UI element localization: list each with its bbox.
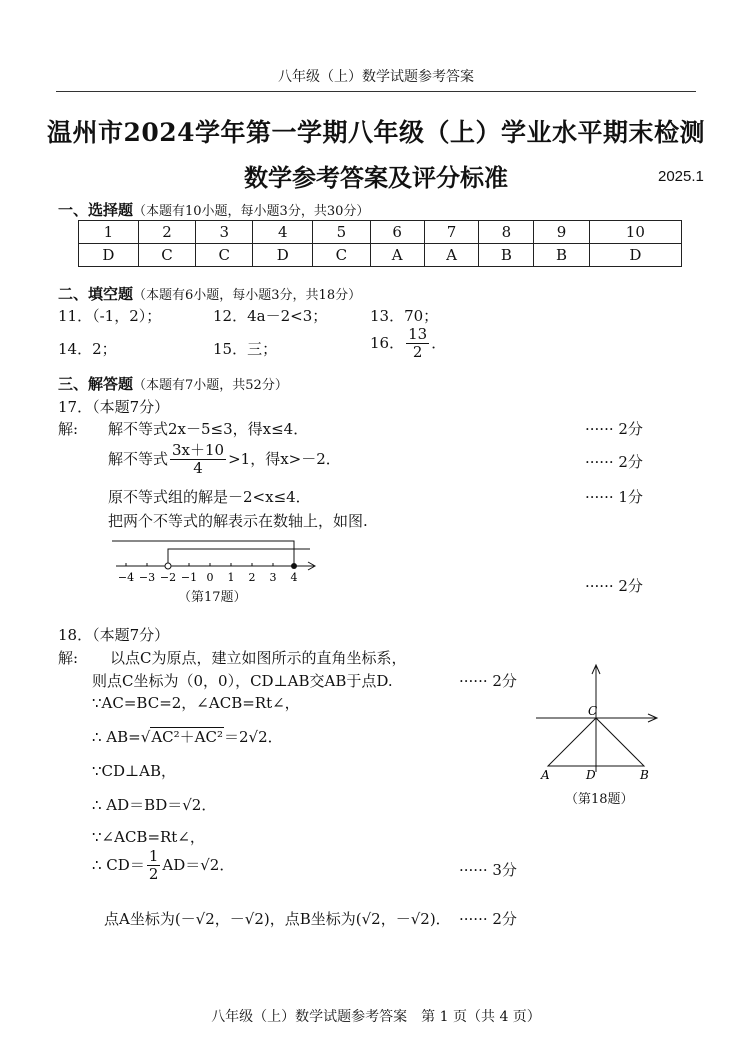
page-subtitle: 数学参考答案及评分标准 [244, 163, 508, 192]
axis-tick-label: 2 [248, 571, 256, 584]
q17-step3: 原不等式组的解是－2<x≤4． [108, 488, 311, 506]
sqrt-sign: √ [140, 728, 151, 746]
page-footer: 八年级（上）数学试题参考答案 第 1 页（共 4 页） [211, 1009, 541, 1025]
q18-line7: ∵∠ACB=Rt∠， [92, 828, 205, 846]
section1-heading: 一、选择题 [58, 202, 134, 219]
section2-note: （本题有6小题，每小题3分，共18分） [133, 288, 362, 303]
q17-step2-fraction [170, 442, 226, 478]
answer-11-num: 11． [58, 307, 93, 325]
triangle-figure [530, 660, 660, 786]
axis-tick-label: −2 [159, 571, 177, 584]
answer-13 [370, 305, 438, 326]
axis-tick-label: −3 [138, 571, 156, 584]
q17-figure-caption: （第17题） [178, 590, 247, 605]
section1-note: （本题有10小题，每小题3分，共30分） [133, 204, 370, 219]
axis-tick-label: 4 [290, 571, 298, 584]
fraction-denominator: 2 [412, 343, 423, 362]
table-cell: 8 [479, 221, 534, 244]
q17-step4: 把两个不等式的解表示在数轴上，如图. [108, 512, 368, 530]
fraction-numerator: 13 [408, 325, 428, 343]
answer-16-fraction [406, 326, 429, 362]
answer-11 [58, 305, 161, 326]
q18-line8-prefix: ∴ CD＝ [92, 855, 145, 874]
q18-line5: ∵CD⊥AB， [92, 762, 177, 780]
q17-title: 17．（本题7分） [58, 398, 170, 416]
table-cell: 5 [313, 221, 370, 244]
section1-title [58, 199, 369, 220]
q18-line4-suffix: ＝2√2． [223, 728, 283, 746]
label-point-b: B [640, 768, 649, 782]
q17-figure-score: ······ 2分 [585, 577, 643, 595]
table-cell: D [253, 244, 313, 267]
answer-14-value: 2； [92, 340, 117, 358]
label-point-a: A [541, 768, 550, 782]
q18-line4-prefix: ∴ AB= [92, 728, 141, 746]
answer-15-num: 15． [213, 340, 248, 358]
table-cell: 6 [370, 221, 424, 244]
fraction-numerator: 3x＋10 [172, 441, 225, 459]
answer-16-num: 16． [370, 333, 405, 352]
q18-line8 [92, 848, 234, 884]
answer-table-answer-row [79, 244, 682, 267]
q17-step3-score: ······ 1分 [585, 488, 643, 506]
q17-solve-label: 解: [58, 420, 79, 438]
page-title: 温州市2024学年第一学期八年级（上）学业水平期末检测 [46, 118, 706, 147]
table-cell: B [479, 244, 534, 267]
answer-12 [213, 305, 327, 326]
open-point-minus-2 [165, 563, 171, 569]
section3-note: （本题有7小题，共52分） [133, 378, 288, 393]
label-point-d: D [586, 768, 596, 782]
q18-line9: 点A坐标为(－√2，－√2)，点B坐标为(√2，－√2)． [104, 910, 451, 928]
fraction-numerator: 1 [148, 847, 159, 865]
q17-step1-score: ······ 2分 [585, 420, 643, 438]
answer-12-num: 12． [213, 307, 248, 325]
axis-tick-label: 1 [227, 571, 235, 584]
axis-tick-label: −1 [180, 571, 198, 584]
fraction-denominator: 4 [193, 459, 203, 478]
section2-heading: 二、填空题 [58, 286, 134, 303]
table-cell: 9 [534, 221, 589, 244]
answer-13-value: 70； [404, 307, 439, 325]
answer-13-num: 13． [370, 307, 405, 325]
table-cell: 2 [138, 221, 195, 244]
q18-line4 [92, 726, 283, 747]
q17-step1: 解不等式2x－5≤3，得x≤4． [108, 420, 309, 438]
q18-line6: ∴ AD＝BD＝√2． [92, 796, 217, 814]
table-cell: 1 [79, 221, 139, 244]
answer-16-end: ． [431, 333, 447, 352]
section3-title [58, 373, 288, 394]
table-cell: 10 [589, 221, 681, 244]
exam-date: 2025.1 [658, 168, 704, 185]
q17-step2 [108, 442, 341, 478]
solution-bracket-at-most-4 [112, 541, 294, 566]
q18-title: 18．（本题7分） [58, 626, 170, 644]
q17-step2-prefix: 解不等式 [108, 449, 169, 468]
table-cell: C [313, 244, 370, 267]
table-cell: C [196, 244, 253, 267]
q18-figure-caption: （第18题） [565, 792, 634, 807]
table-cell: C [138, 244, 195, 267]
answer-11-value: （-1，2）； [92, 307, 162, 325]
q17-step2-score: ······ 2分 [585, 453, 643, 471]
answer-12-value: 4a－2<3； [247, 307, 328, 325]
table-cell: A [424, 244, 478, 267]
header-divider [56, 91, 696, 92]
answer-14-num: 14． [58, 340, 93, 358]
q18-line8-suffix: AD＝√2． [162, 855, 235, 874]
answer-table [78, 220, 682, 267]
axis-tick-label: 3 [269, 571, 277, 584]
answer-table-number-row [79, 221, 682, 244]
fraction-denominator: 2 [148, 865, 159, 884]
q17-step2-suffix: >1，得x>－2． [228, 449, 341, 468]
answer-15-value: 三； [247, 340, 278, 358]
q18-line2: 则点C坐标为（0，0），CD⊥AB交AB于点D. [92, 672, 393, 690]
solid-point-4 [291, 563, 297, 569]
axis-tick-label: 0 [206, 571, 214, 584]
table-cell: A [370, 244, 424, 267]
answer-16 [370, 326, 446, 362]
table-cell: D [589, 244, 681, 267]
answer-15 [213, 338, 277, 359]
section2-title [58, 283, 361, 304]
label-point-c: C [588, 704, 598, 718]
table-cell: B [534, 244, 589, 267]
answer-14 [58, 338, 117, 359]
table-cell: 3 [196, 221, 253, 244]
q18-solve-label: 解: [58, 649, 79, 667]
q18-line8-score: ······ 3分 [459, 861, 517, 879]
table-cell: D [79, 244, 139, 267]
section3-heading: 三、解答题 [58, 376, 134, 393]
table-cell: 7 [424, 221, 478, 244]
number-line-figure [110, 532, 330, 584]
q18-line9-score: ······ 2分 [459, 910, 517, 928]
q18-line2-score: ······ 2分 [459, 672, 517, 690]
page-header: 八年级（上）数学试题参考答案 [278, 69, 474, 85]
table-cell: 4 [253, 221, 313, 244]
q18-line1: 以点C为原点，建立如图所示的直角坐标系， [110, 649, 407, 667]
q18-line8-fraction [147, 848, 161, 884]
q18-line4-radicand: AC²＋AC² [151, 728, 223, 746]
axis-tick-label: −4 [117, 571, 135, 584]
q18-line3: ∵AC=BC=2，∠ACB=Rt∠， [92, 694, 300, 712]
